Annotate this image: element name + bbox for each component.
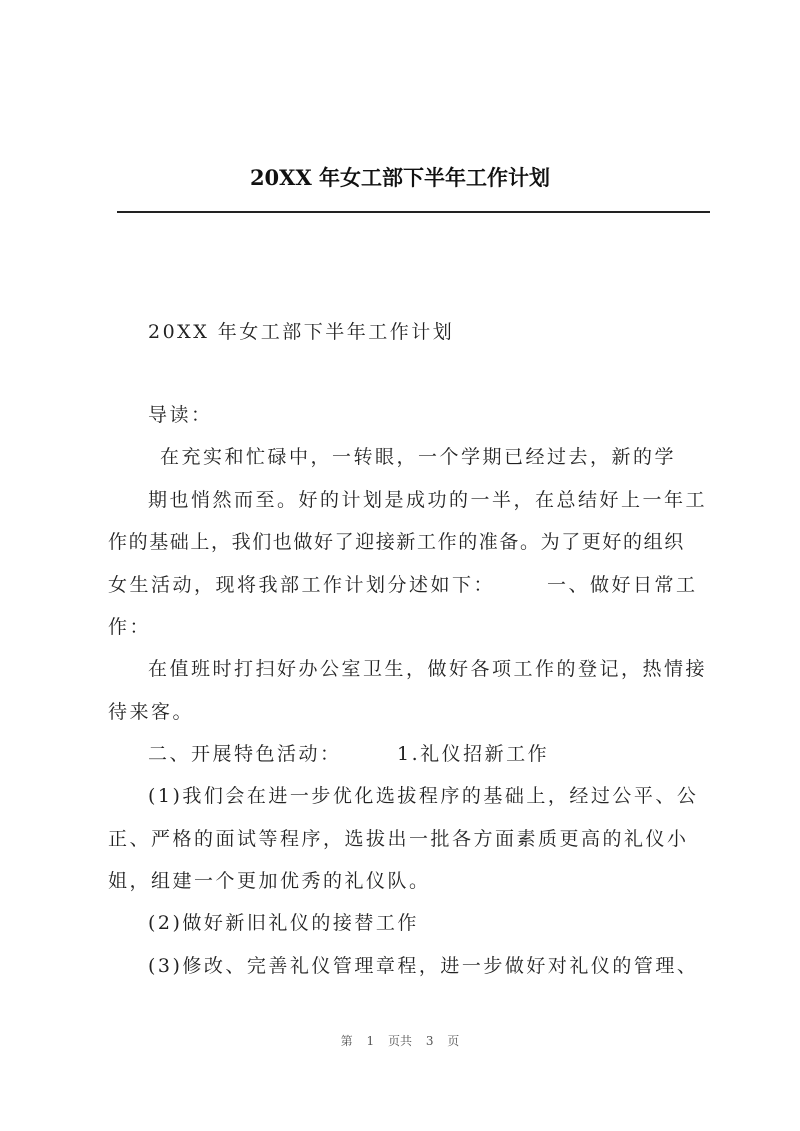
paragraph-line: 女生活动，现将我部工作计划分述如下： — [108, 574, 496, 596]
page-current: 1 — [366, 1034, 375, 1048]
paragraph-line: 作的基础上，我们也做好了迎接新工作的准备。为了更好的组织 — [108, 531, 685, 553]
list-item: (3)修改、完善礼仪管理章程，进一步做好对礼仪的管理、 — [148, 955, 699, 977]
page-label-prefix: 第 — [340, 1034, 353, 1048]
paragraph-line: 期也悄然而至。好的计划是成功的一半，在总结好上一年工 — [148, 489, 708, 511]
list-item: (2)做好新旧礼仪的接替工作 — [148, 912, 419, 934]
body-heading: 20XX 年女工部下半年工作计划 — [148, 321, 455, 343]
paragraph-line: 姐，组建一个更加优秀的礼仪队。 — [108, 870, 431, 892]
page-label-suffix: 页 — [447, 1034, 460, 1048]
page-total: 3 — [425, 1034, 434, 1048]
subsection-heading: 1.礼仪招新工作 — [397, 743, 550, 765]
page-footer — [0, 1032, 800, 1049]
section-heading: 一、做好日常工 — [547, 574, 698, 596]
section-heading: 二、开展特色活动： — [148, 743, 342, 765]
intro-label: 导读： — [148, 404, 213, 426]
paragraph-line: 在充实和忙碌中，一转眼，一个学期已经过去，新的学 — [160, 446, 677, 468]
paragraph-line: 在值班时打扫好办公室卫生，做好各项工作的登记，热情接 — [148, 658, 708, 680]
list-item: (1)我们会在进一步优化选拔程序的基础上，经过公平、公 — [148, 785, 699, 807]
paragraph-line: 待来客。 — [108, 701, 195, 723]
paragraph-line: 正、严格的面试等程序，选拔出一批各方面素质更高的礼仪小 — [108, 828, 689, 850]
document-title: 20XX 年女工部下半年工作计划 — [249, 165, 551, 190]
page-label-mid: 页共 — [387, 1034, 412, 1048]
paragraph-line: 作： — [108, 616, 152, 638]
title-divider — [117, 211, 710, 213]
